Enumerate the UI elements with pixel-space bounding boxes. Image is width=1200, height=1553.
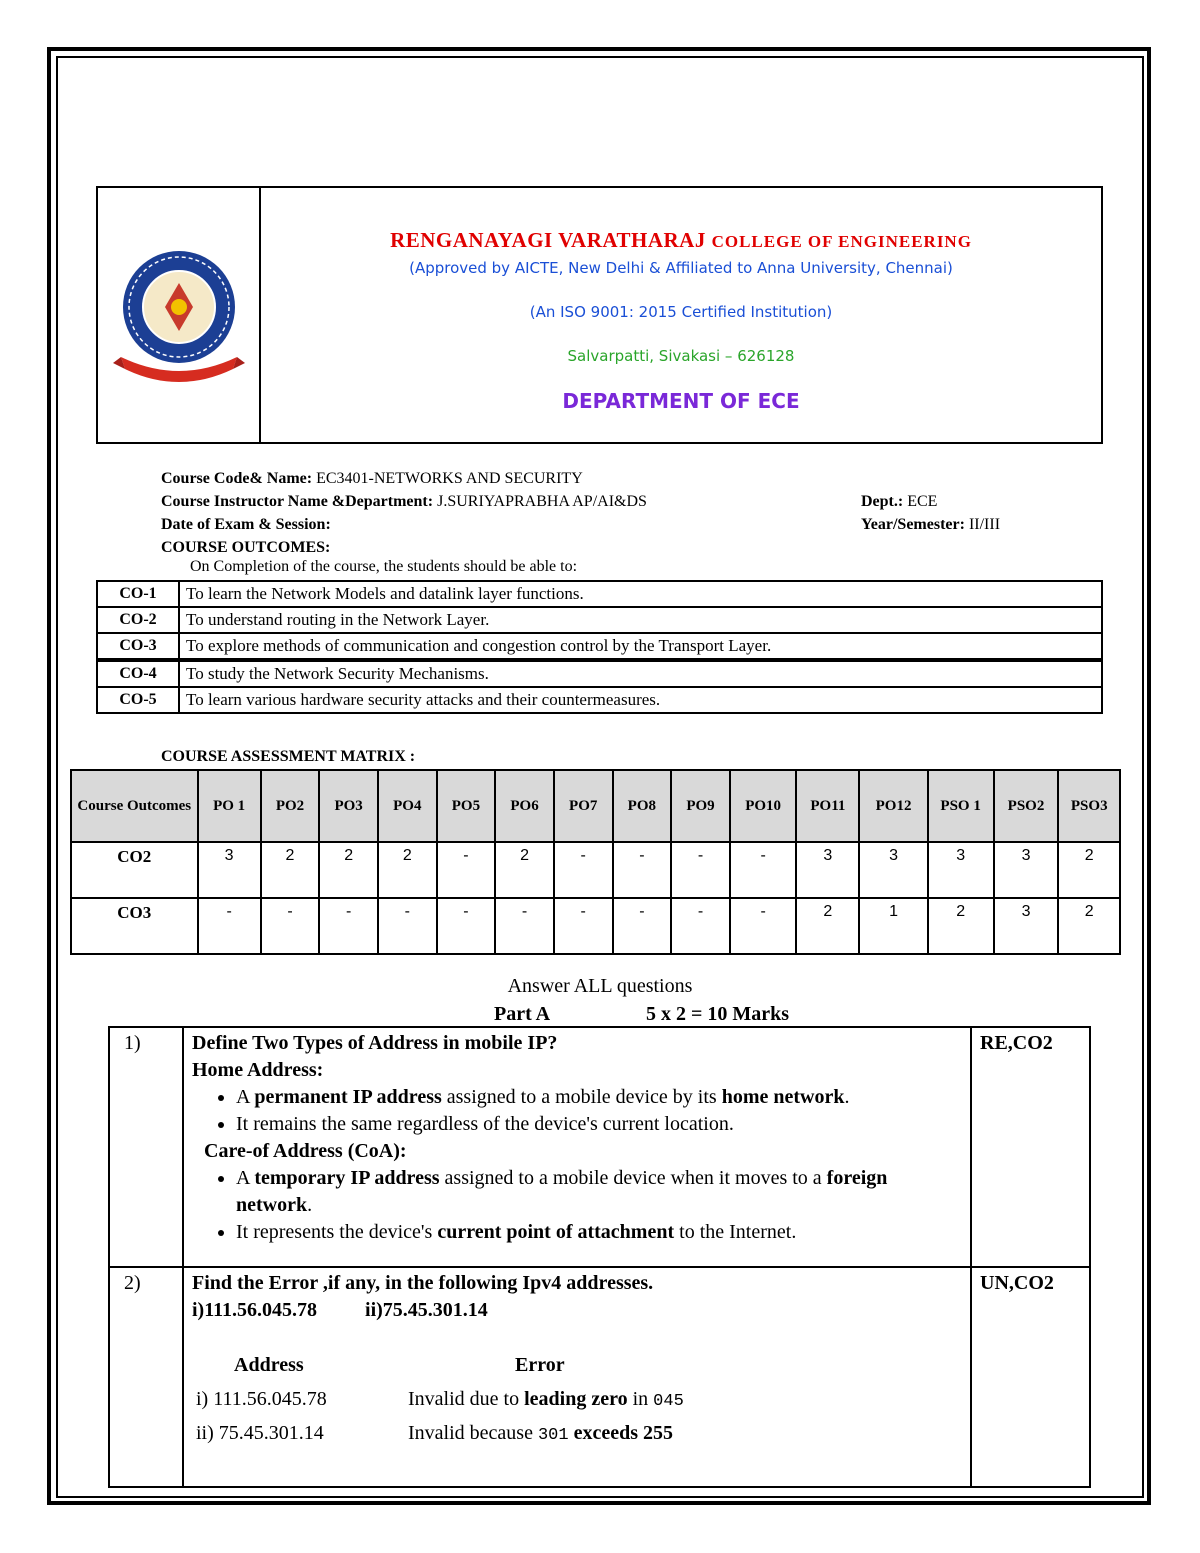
matrix-cell: - bbox=[613, 842, 672, 898]
matrix-header-row bbox=[71, 770, 1120, 842]
answer-row: i) 111.56.045.78 Invalid due to leading zero in 045 bbox=[196, 1388, 684, 1411]
address-column-header: Address bbox=[234, 1354, 304, 1376]
matrix-header-cell: PO11 bbox=[796, 770, 859, 842]
outcome-text: To explore methods of communication and congestion control by the Transport Layer. bbox=[179, 633, 1102, 660]
table-row bbox=[97, 581, 1102, 607]
matrix-cell: 3 bbox=[198, 842, 261, 898]
home-address-list bbox=[192, 1084, 962, 1138]
matrix-cell: - bbox=[554, 842, 613, 898]
question-text: Define Two Types of Address in mobile IP? bbox=[192, 1032, 558, 1054]
matrix-cell: - bbox=[613, 898, 672, 954]
matrix-header-cell: PSO3 bbox=[1058, 770, 1120, 842]
approval-line: (Approved by AICTE, New Delhi & Affiliated to Anna University, Chennai) bbox=[409, 259, 953, 277]
list-item: • It represents the device's current point of attachment to the Internet. bbox=[236, 1219, 962, 1246]
list-item: • A temporary IP address assigned to a mobile device when it moves to a foreign network. bbox=[236, 1165, 962, 1219]
matrix-cell: - bbox=[198, 898, 261, 954]
matrix-header-cell: PO4 bbox=[378, 770, 437, 842]
table-row bbox=[71, 842, 1120, 898]
matrix-cell: - bbox=[495, 898, 554, 954]
outcome-text: To learn various hardware security attacks and their countermeasures. bbox=[179, 687, 1102, 713]
instructor-label: Course Instructor Name &Department: bbox=[161, 493, 434, 510]
matrix-header-cell: PO8 bbox=[613, 770, 672, 842]
matrix-cell: 3 bbox=[994, 898, 1059, 954]
question-text: Find the Error ,if any, in the following Ipv4 addresses. bbox=[192, 1272, 654, 1294]
question-number: 1) bbox=[109, 1027, 183, 1267]
outcome-code: CO-4 bbox=[97, 660, 179, 687]
question-body bbox=[183, 1027, 971, 1267]
outcome-code: CO-2 bbox=[97, 607, 179, 633]
course-code-label: Course Code& Name: bbox=[161, 470, 313, 487]
outcome-text: To learn the Network Models and datalink layer functions. bbox=[179, 581, 1102, 607]
list-item: • It remains the same regardless of the device's current location. bbox=[236, 1111, 962, 1138]
questions-table bbox=[108, 1026, 1091, 1488]
list-item: • A permanent IP address assigned to a mobile device by its home network. bbox=[236, 1084, 962, 1111]
matrix-cell: 3 bbox=[859, 842, 927, 898]
address-line: Salvarpatti, Sivakasi – 626128 bbox=[567, 347, 795, 365]
table-row bbox=[97, 607, 1102, 633]
answer-grid bbox=[192, 1352, 962, 1454]
college-name bbox=[261, 228, 1101, 253]
matrix-header-cell: PO5 bbox=[437, 770, 496, 842]
matrix-cell: - bbox=[378, 898, 437, 954]
table-row bbox=[97, 687, 1102, 713]
matrix-cell: 2 bbox=[378, 842, 437, 898]
matrix-header-cell: Course Outcomes bbox=[71, 770, 198, 842]
college-name-rest: COLLEGE OF ENGINEERING bbox=[711, 232, 972, 251]
outcome-text: To understand routing in the Network Layer. bbox=[179, 607, 1102, 633]
address-one: i)111.56.045.78 bbox=[192, 1299, 318, 1321]
instructor-value: J.SURIYAPRABHA AP/AI&DS bbox=[433, 493, 647, 510]
matrix-header-cell: PO10 bbox=[730, 770, 797, 842]
table-row bbox=[71, 898, 1120, 954]
year-value: II/III bbox=[964, 516, 1001, 533]
exam-date-label: Date of Exam & Session: bbox=[161, 516, 331, 533]
matrix-cell: 2 bbox=[495, 842, 554, 898]
matrix-cell: - bbox=[554, 898, 613, 954]
outcomes-intro: On Completion of the course, the students should be able to: bbox=[190, 558, 578, 575]
matrix-cell: 1 bbox=[859, 898, 927, 954]
matrix-header-cell: PO6 bbox=[495, 770, 554, 842]
matrix-header-cell: PO3 bbox=[319, 770, 378, 842]
matrix-header-cell: PO2 bbox=[261, 770, 320, 842]
matrix-header-cell: PO7 bbox=[554, 770, 613, 842]
matrix-cell: - bbox=[730, 898, 797, 954]
course-outcomes-table bbox=[96, 580, 1103, 714]
home-address-title: Home Address: bbox=[192, 1059, 324, 1081]
department-title: DEPARTMENT OF ECE bbox=[562, 389, 800, 413]
table-row bbox=[97, 660, 1102, 687]
error-column-header: Error bbox=[515, 1354, 565, 1376]
question-number: 2) bbox=[109, 1267, 183, 1487]
matrix-header-cell: PO9 bbox=[671, 770, 730, 842]
matrix-header-cell: PO 1 bbox=[198, 770, 261, 842]
matrix-header-cell: PO12 bbox=[859, 770, 927, 842]
matrix-cell: - bbox=[671, 842, 730, 898]
matrix-cell: 2 bbox=[1058, 842, 1120, 898]
table-row bbox=[97, 633, 1102, 660]
matrix-cell: - bbox=[437, 842, 496, 898]
question-row bbox=[109, 1027, 1090, 1267]
college-logo bbox=[98, 188, 261, 442]
question-body bbox=[183, 1267, 971, 1487]
address-two: ii)75.45.301.14 bbox=[365, 1299, 488, 1321]
care-of-address-title: Care-of Address (CoA): bbox=[204, 1140, 407, 1162]
matrix-row-label: CO3 bbox=[71, 898, 198, 954]
matrix-cell: 2 bbox=[319, 842, 378, 898]
outcome-code: CO-1 bbox=[97, 581, 179, 607]
college-name-main: RENGANAYAGI VARATHARAJ bbox=[390, 228, 706, 252]
answer-row: ii) 75.45.301.14 Invalid because 301 exceeds 255 bbox=[196, 1422, 673, 1445]
dept-label: Dept.: bbox=[861, 493, 904, 510]
care-of-address-list bbox=[192, 1165, 962, 1246]
outcome-text: To study the Network Security Mechanisms. bbox=[179, 660, 1102, 687]
part-label: Part A bbox=[494, 1003, 551, 1025]
dept-value: ECE bbox=[903, 493, 938, 510]
matrix-header-cell: PSO 1 bbox=[928, 770, 994, 842]
year-label: Year/Semester: bbox=[861, 516, 965, 533]
matrix-cell: - bbox=[730, 842, 797, 898]
matrix-cell: - bbox=[319, 898, 378, 954]
outcomes-label: COURSE OUTCOMES: bbox=[161, 539, 331, 556]
matrix-cell: 3 bbox=[928, 842, 994, 898]
question-level: RE,CO2 bbox=[971, 1027, 1090, 1267]
matrix-cell: 2 bbox=[796, 898, 859, 954]
outcome-code: CO-5 bbox=[97, 687, 179, 713]
matrix-cell: 2 bbox=[261, 842, 320, 898]
iso-line: (An ISO 9001: 2015 Certified Institution) bbox=[529, 303, 833, 321]
college-header bbox=[96, 186, 1103, 444]
matrix-header-cell: PSO2 bbox=[994, 770, 1059, 842]
question-level: UN,CO2 bbox=[971, 1267, 1090, 1487]
answer-all-instruction: Answer ALL questions bbox=[507, 975, 693, 997]
matrix-cell: - bbox=[437, 898, 496, 954]
question-row bbox=[109, 1267, 1090, 1487]
college-seal-icon bbox=[109, 245, 249, 385]
assessment-matrix bbox=[70, 769, 1121, 955]
assessment-matrix-title: COURSE ASSESSMENT MATRIX : bbox=[161, 748, 416, 765]
matrix-cell: - bbox=[261, 898, 320, 954]
matrix-cell: 3 bbox=[994, 842, 1059, 898]
course-info bbox=[161, 467, 1061, 559]
matrix-cell: - bbox=[671, 898, 730, 954]
matrix-cell: 2 bbox=[928, 898, 994, 954]
outcome-code: CO-3 bbox=[97, 633, 179, 660]
course-code-value: EC3401-NETWORKS AND SECURITY bbox=[312, 470, 583, 487]
matrix-cell: 2 bbox=[1058, 898, 1120, 954]
matrix-cell: 3 bbox=[796, 842, 859, 898]
matrix-row-label: CO2 bbox=[71, 842, 198, 898]
marks-label: 5 x 2 = 10 Marks bbox=[646, 1003, 790, 1025]
